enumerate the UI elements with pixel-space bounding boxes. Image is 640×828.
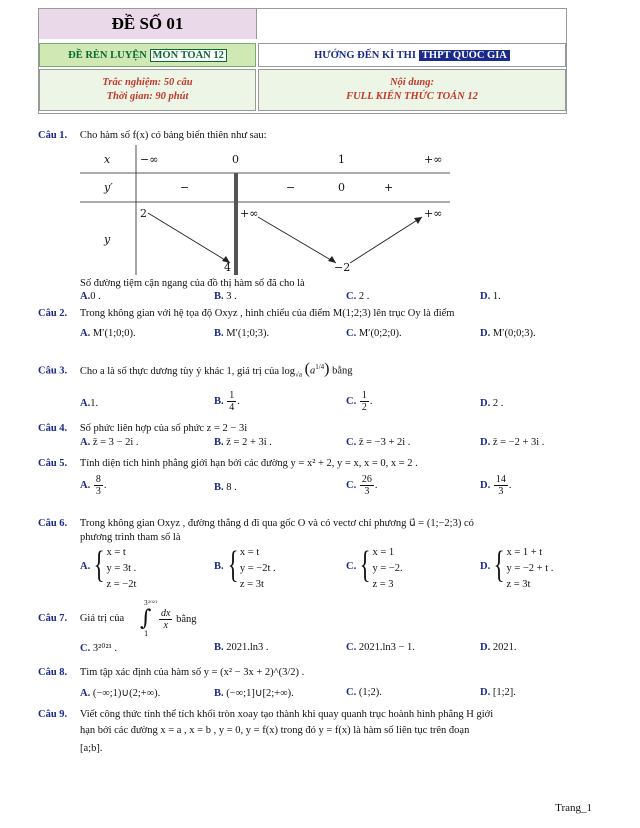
- fraction-numerator: 14: [495, 474, 506, 485]
- question-text-cont: [a;b].: [80, 743, 103, 754]
- option-letter: D.: [480, 479, 491, 491]
- question-text-end: bằng: [176, 613, 197, 625]
- option-b[interactable]: B. { x = t y = −2t . z = 3t: [214, 545, 276, 593]
- question-label: Câu 9.: [38, 709, 68, 720]
- option-text: 2 .: [358, 291, 370, 302]
- exam-duration: Thời gian: 90 phút: [106, 91, 189, 102]
- x-value: +∞: [424, 153, 443, 166]
- option-letter: B.: [214, 395, 224, 407]
- exam-info-box: [39, 69, 256, 111]
- fraction-numerator: dx: [161, 608, 171, 619]
- row-x-label: x: [104, 153, 111, 166]
- option-letter: D.: [480, 642, 491, 653]
- option-b[interactable]: [214, 291, 237, 302]
- option-text: 1.: [90, 398, 99, 409]
- option-d[interactable]: [480, 398, 503, 409]
- option-letter: A.: [80, 291, 91, 302]
- system-line: x = t: [239, 547, 260, 558]
- system-line: z = 3t: [506, 579, 531, 590]
- option-text: M′(1;0;3).: [226, 328, 270, 339]
- option-letter: B.: [214, 482, 224, 493]
- question-2: [38, 307, 454, 321]
- option-text: M′(0;0;3).: [492, 328, 536, 339]
- option-letter: B.: [214, 437, 224, 448]
- question-1: [38, 129, 267, 143]
- option-letter: C.: [80, 643, 91, 654]
- question-text-cont: phương trình tham số là: [80, 532, 181, 543]
- y-value: −2: [334, 261, 351, 274]
- question-9: [38, 708, 598, 722]
- option-letter: C.: [346, 395, 357, 407]
- option-letter: B.: [214, 328, 224, 339]
- row-y-label: y: [104, 233, 111, 246]
- right-banner: [258, 43, 566, 67]
- option-text: 3 .: [226, 291, 237, 302]
- question-label: Câu 1.: [38, 130, 68, 141]
- option-letter: D.: [480, 687, 491, 698]
- integrand: [158, 608, 197, 631]
- question-text: Tính diện tích hình phẳng giới hạn bởi các đường y = x² + 2, y = x, x = 0, x = 2 .: [79, 458, 418, 469]
- exam-header: [38, 8, 567, 114]
- question-text: Cho a là số thực dương tùy ý khác 1, giá trị của log: [79, 365, 296, 377]
- log-base: √a: [295, 370, 302, 379]
- option-text: z̄ = −3 + 2i .: [358, 437, 411, 448]
- system-line: x = t: [106, 547, 126, 558]
- option-d[interactable]: [480, 687, 516, 698]
- question-text: Trong không gian Oxyz , đường thẳng d đi qua gốc O và có vectơ chỉ phương u⃗ = (1;−2;3) có: [79, 518, 474, 529]
- option-letter: C.: [346, 437, 357, 448]
- option-letter: D.: [480, 398, 491, 409]
- content-value: FULL KIẾN THỨC TOÁN 12: [346, 91, 478, 102]
- option-d[interactable]: D. { x = 1 + t y = −2 + t . z = 3t: [480, 545, 553, 593]
- option-d[interactable]: [480, 642, 516, 653]
- option-letter: B.: [214, 291, 224, 302]
- option-d[interactable]: [480, 291, 501, 302]
- option-a[interactable]: [80, 291, 101, 302]
- option-text: 0 .: [90, 291, 101, 302]
- option-c[interactable]: [346, 687, 382, 698]
- content-info-box: [258, 69, 566, 111]
- system-line: y = −2t .: [239, 563, 276, 574]
- question-label: Câu 2.: [38, 308, 68, 319]
- system-line: y = −2 + t .: [506, 563, 554, 574]
- option-letter: B.: [214, 561, 224, 572]
- fraction-denominator: 3: [95, 486, 101, 497]
- option-c[interactable]: [346, 437, 410, 448]
- derivative-sign: −: [180, 181, 190, 194]
- y-value: +∞: [424, 207, 443, 220]
- option-a[interactable]: A. { x = t y = 3t . z = −2t: [80, 545, 136, 593]
- option-text: M′(1;0;0).: [92, 328, 136, 339]
- option-letter: A.: [80, 561, 91, 572]
- question-4: [38, 422, 247, 436]
- option-a[interactable]: [80, 642, 117, 654]
- option-text: z̄ = 3 − 2i .: [92, 437, 139, 448]
- fraction-denominator: 3: [498, 486, 504, 497]
- integral-lower-limit: 1: [144, 630, 149, 638]
- left-banner-text: ĐỀ RÈN LUYỆN: [68, 49, 147, 61]
- derivative-sign: −: [286, 181, 296, 194]
- option-letter: D.: [480, 437, 491, 448]
- option-letter: B.: [214, 642, 224, 653]
- x-value: 0: [232, 153, 239, 166]
- variation-table-graphic: [80, 145, 450, 275]
- fraction-denominator: 3: [364, 486, 370, 497]
- option-text: z̄ = 2 + 3i .: [226, 437, 272, 448]
- page-number: Trang_1: [555, 802, 592, 814]
- option-letter: C.: [346, 687, 357, 698]
- option-text: z̄ = −2 + 3i .: [492, 437, 545, 448]
- option-letter: A.: [80, 688, 91, 699]
- question-5: [38, 457, 418, 471]
- fraction-numerator: 8: [95, 474, 101, 485]
- question-text: Trong không gian với hệ tọa độ Oxyz , hình chiếu của điểm M(1;2;3) lên trục Oy là điểm: [79, 308, 455, 319]
- option-a[interactable]: [80, 328, 136, 339]
- system-line: x = 1 + t: [506, 547, 543, 558]
- option-letter: A.: [80, 398, 91, 409]
- question-count: Trắc nghiệm: 50 câu: [102, 77, 193, 88]
- option-letter: B.: [214, 688, 224, 699]
- option-letter: D.: [480, 328, 491, 339]
- option-text: 2021.ln3 .: [226, 642, 269, 653]
- option-c[interactable]: C. $\frac{1}{2}$ .: [346, 390, 373, 413]
- question-7: [38, 612, 124, 626]
- option-d[interactable]: [480, 437, 544, 448]
- option-text: M′(0;2;0).: [358, 328, 402, 339]
- option-text: 1.: [492, 291, 501, 302]
- question-label: Câu 8.: [38, 667, 68, 678]
- option-c[interactable]: C. $\frac{26}{3}$ .: [346, 474, 378, 497]
- question-text: Tìm tập xác định của hàm số y = (x² − 3x + 2)^(3/2) .: [79, 667, 305, 678]
- row-derivative-label: y′: [104, 181, 113, 194]
- option-letter: C.: [346, 328, 357, 339]
- x-value: −∞: [140, 153, 159, 166]
- fraction-denominator: 2: [361, 402, 367, 413]
- exam-title: ĐỀ SỐ 01: [39, 9, 257, 39]
- question-6: [38, 517, 598, 531]
- fraction-numerator: 26: [361, 474, 372, 485]
- system-line: y = −2.: [372, 563, 403, 574]
- option-letter: A.: [80, 479, 91, 491]
- question-label: Câu 4.: [38, 423, 68, 434]
- integral-sign-icon: ∫: [140, 606, 152, 631]
- question-label: Câu 6.: [38, 518, 68, 529]
- derivative-sign: +: [384, 181, 394, 194]
- system-line: z = 3: [372, 579, 394, 590]
- system-line: y = 3t .: [106, 563, 137, 574]
- left-banner-highlight: MÔN TOÁN 12: [150, 49, 227, 62]
- question-8: [38, 666, 304, 680]
- option-b[interactable]: [214, 437, 272, 448]
- option-b[interactable]: [214, 328, 269, 339]
- question-text: Giá trị của: [79, 613, 125, 624]
- right-banner-text: HƯỚNG ĐẾN KÌ THI: [314, 49, 416, 61]
- option-b[interactable]: [214, 642, 269, 653]
- right-banner-highlight: THPT QUỐC GIA: [419, 50, 510, 61]
- system-line: z = −2t: [106, 579, 137, 590]
- option-letter: D.: [480, 291, 491, 302]
- fraction-numerator: 1: [361, 390, 367, 401]
- system-line: z = 3t: [239, 579, 264, 590]
- option-text: 2021.ln3 − 1.: [358, 642, 415, 653]
- integral-upper-limit: 3²⁰²¹: [144, 600, 158, 607]
- option-letter: C.: [346, 291, 357, 302]
- question-text-end: bằng: [332, 365, 353, 377]
- option-text: 2 .: [492, 398, 504, 409]
- option-text: [1;2].: [492, 687, 516, 698]
- option-b[interactable]: B. $\frac{1}{4}$ .: [214, 390, 240, 413]
- question-text: Cho hàm số f(x) có bảng biến thiên như sau:: [79, 130, 267, 141]
- fraction-denominator: x: [163, 620, 168, 631]
- option-a[interactable]: [80, 437, 139, 448]
- option-a[interactable]: [80, 687, 160, 699]
- y-value: 4: [224, 261, 231, 274]
- option-letter: C.: [346, 642, 357, 653]
- question-text: Số phức liên hợp của số phức z = 2 − 3i: [79, 423, 248, 434]
- y-value: +∞: [240, 207, 259, 220]
- option-c[interactable]: C. { x = 1 y = −2. z = 3: [346, 545, 403, 593]
- question-3: Câu 3. Cho a là số thực dương tùy ý khác 1, giá trị của $\log_{√a} (a^{1/4})$ bằng: [38, 360, 353, 379]
- left-banner: [39, 43, 256, 67]
- option-b[interactable]: [214, 687, 294, 699]
- option-c[interactable]: [346, 291, 369, 302]
- fraction-denominator: 4: [229, 402, 235, 413]
- option-text: 2021.: [492, 642, 517, 653]
- y-value: 2: [140, 207, 147, 220]
- option-c[interactable]: [346, 642, 415, 653]
- question-text-cont: hạn bởi các đường x = a , x = b , y = 0, y = f(x) trong đó y = f(x) là hàm số liên tục trên đoạn: [80, 725, 470, 736]
- option-letter: A.: [80, 437, 91, 448]
- fraction-numerator: 1: [229, 390, 235, 401]
- variation-table: [80, 145, 450, 275]
- option-letter: A.: [80, 328, 91, 339]
- derivative-sign: 0: [338, 181, 345, 194]
- option-text: (−∞;1]∪[2;+∞).: [226, 688, 294, 699]
- option-d[interactable]: [480, 328, 536, 339]
- option-letter: C.: [346, 479, 357, 491]
- option-text: 3²⁰²¹ .: [92, 643, 117, 654]
- system-line: x = 1: [372, 547, 395, 558]
- option-a[interactable]: A. $\frac{8}{3}$ .: [80, 474, 107, 497]
- question-label: Câu 7.: [38, 613, 68, 624]
- question-text: Viết công thức tính thể tích khối tròn xoay tạo thành khi quay quanh trục hoành hình phẳng H giới: [79, 709, 494, 720]
- option-letter: C.: [346, 561, 357, 572]
- option-text: (1;2).: [358, 687, 382, 698]
- option-a[interactable]: [80, 398, 98, 409]
- option-text: 8 .: [226, 482, 237, 493]
- option-text: (−∞;1)∪(2;+∞).: [92, 688, 161, 699]
- question-1-follow: Số đường tiệm cận ngang của đồ thị hàm số đã cho là: [80, 278, 305, 289]
- x-value: 1: [338, 153, 345, 166]
- question-label: Câu 3.: [38, 365, 68, 377]
- content-label: Nội dung:: [389, 77, 435, 88]
- option-letter: D.: [480, 561, 491, 572]
- question-label: Câu 5.: [38, 458, 68, 469]
- option-b[interactable]: [214, 482, 237, 493]
- option-d[interactable]: D. $\frac{14}{3}$ .: [480, 474, 512, 497]
- option-c[interactable]: [346, 328, 402, 339]
